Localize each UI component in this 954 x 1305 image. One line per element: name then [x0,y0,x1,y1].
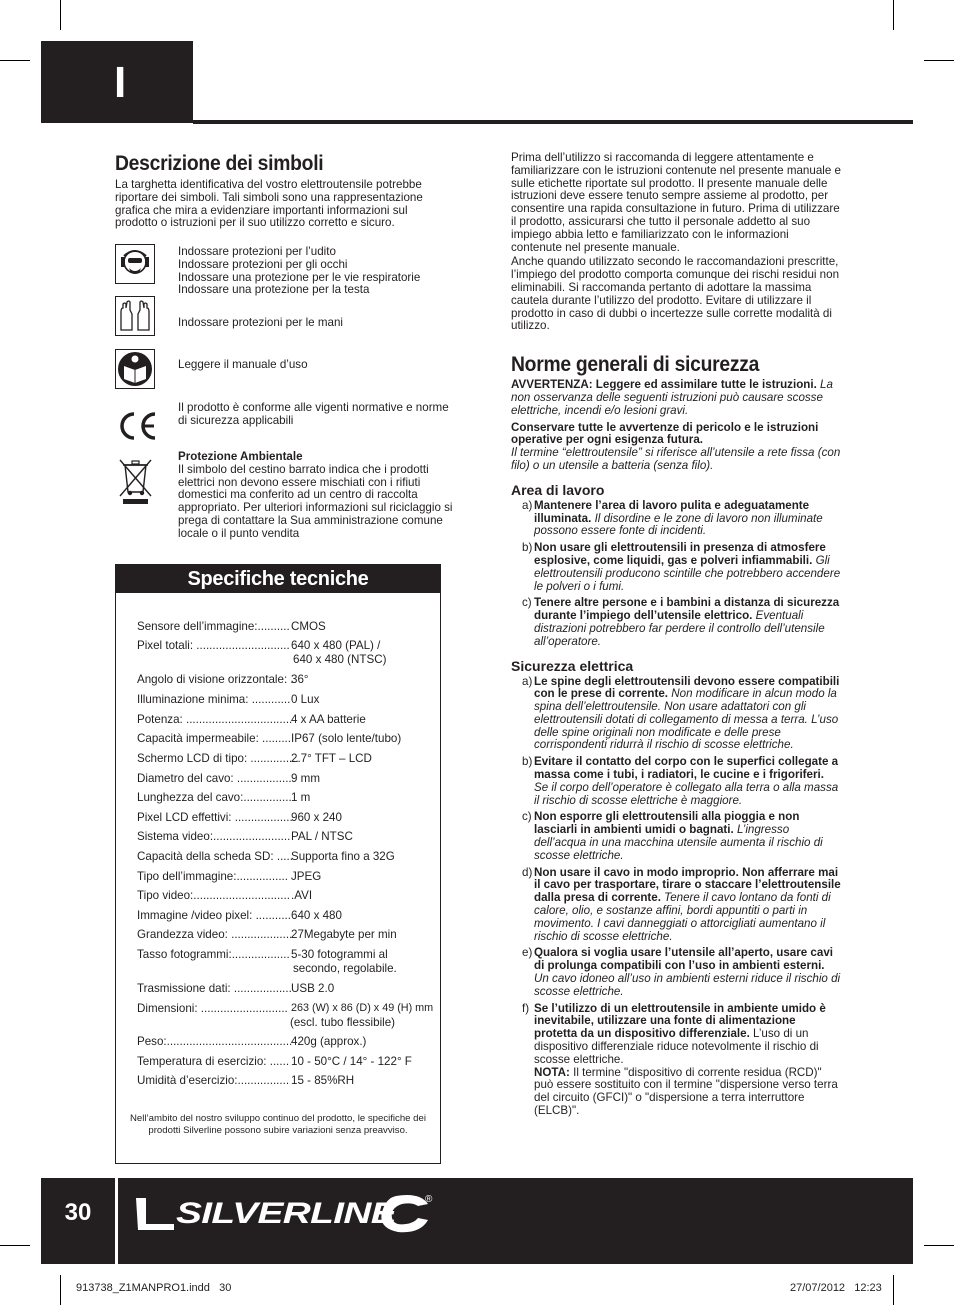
work-area-title: Area di lavoro [511,481,605,498]
silverline-logo [136,1190,436,1234]
item-label: b) [522,755,533,769]
symbols-intro: La targhetta identificativa del vostro elettroutensile potrebbe riportare dei simboli. Tali simboli sono una rappresentazione grafica che mira a evidenziare importanti informazioni sul prodotto o istruzioni per il suo utilizzo corretto e sicuro. [115,178,423,230]
spec-label: Dimensioni: ........................... [137,1002,288,1015]
item-bold: Non esporre gli elettroutensili alla pioggia e non lasciarli in ambienti umidi o bagnati. [534,810,800,837]
spec-value: 640 x 480 [291,909,342,922]
spec-value: 1 m [291,791,311,804]
spec-value: 4 x AA batterie [291,713,366,726]
ppe-line: Indossare una protezione per la testa [178,283,370,297]
intro-paragraph: Prima dell’utilizzo si raccomanda di leggere attentamente e familiarizzare con le istruzioni contenute nel presente manuale e sulle etichette riportate sul prodotto. Il presente manuale delle istruzioni deve essere tenuto sempre assieme al prodotto, per consentire una rapida consultazione in futuro. Prima di utilizzare il prodotto, assicurarsi che tutto il personale addetto al suo impiego abbia letto e familiarizzato con le informazioni contenute nel presente manuale. [511,151,841,254]
crop-mark [60,0,61,30]
work-item-b [511,542,841,593]
specifications-box [115,564,441,1164]
spec-label: Potenza: ................................. [137,713,293,726]
page-number: 30 [64,1199,92,1226]
keep-instructions: Conservare tutte le avvertenze di pericolo e le istruzioni operative per ogni esigenza futura. [511,420,819,447]
item-bold: Le spine degli elettroutensili devono essere compatibili con le prese di corrente. [534,674,840,701]
spec-label: Tipo video:.............................. [137,889,290,902]
footer-date: 27/07/2012 12:23 [790,1282,882,1294]
crop-mark [60,1275,61,1305]
ppe-line: Indossare protezioni per l’udito [178,245,336,258]
item-label: c) [522,596,532,610]
spec-label: Trasmissione dati: .................. [137,982,292,995]
item-italic: Non modificare in alcun modo la spina dell’elettroutensile. Non usare adattatori con gli elettroutensili dotati di collegamento di messa a terra. L’uso delle spine originali non modificate e delle prese corrispondenti ridurrà il rischio di scosse elettriche. [534,687,839,752]
work-item-a [511,500,841,538]
spec-value: PAL / NTSC [291,830,353,843]
ppe-icon [115,244,155,284]
item-label: d) [522,865,533,879]
spec-value: JPEG [291,870,322,883]
item-bold: Qualora si voglia usare l’utensile all’aperto, usare cavi di prolunga compatibili con l’uso in ambienti esterni. [534,946,833,973]
symbols-section [115,152,445,230]
item-bold: Evitare il contatto del corpo con le superfici collegate a massa come i tubi, i radiatori, le cucine e i frigoriferi. [534,755,839,782]
note-text: Il termine "dispositivo di corrente residua (RCD)" può essere sostituito con il termine "dispersione verso terra del circuito (GFCI)" o "dispersione a terra interruttore (ELCB)". [534,1065,838,1117]
item-bold: Mantenere l’area di lavoro pulita e adeguatamente illuminata. [534,498,810,525]
spec-label: Illuminazione minima: ............ [137,693,291,706]
spec-label: Tipo dell’immagine:................ [137,870,288,883]
elec-item-a [511,676,841,753]
spec-value: 5-30 fotogrammi al [291,948,388,961]
spec-value: Supporta fino a 32G [291,850,395,863]
crop-mark [0,60,30,61]
ppe-line: Indossare una protezione per le vie respiratorie [178,270,421,284]
ppe-line: Indossare protezioni per gli occhi [178,257,348,271]
item-bold: Non usare gli elettroutensili in presenza di atmosfere esplosive, come liquidi, gas e polveri infiammabili. [534,541,826,567]
elec-item-d [511,867,841,944]
weee-description: Il simbolo del cestino barrato indica che i prodotti elettrici non devono essere mischiati con i rifiuti domestici ma conferito ad un centro di raccolta appropriato. Per ulteriori informazioni sul riciclaggio si prega di contattare la Sua amministrazione comune locale o il punto vendita [178,462,453,540]
warning-bold: AVVERTENZA: Leggere ed assimilare tutte le istruzioni. [511,378,817,392]
item-label: a) [522,674,533,688]
spec-label: Tasso fotogrammi:.................. [137,948,290,961]
spec-label: Sensore dell’immagine:.......... [137,620,290,633]
spec-label: Capacità della scheda SD: ..... [137,850,293,863]
spec-value-cont: secondo, regolabile. [293,962,397,975]
spec-value: USB 2.0 [291,982,335,995]
spec-value: 15 - 85%RH [291,1074,355,1087]
spec-label: Umidità d’esercizio:................ [137,1074,290,1087]
ce-text: Il prodotto è conforme alle vigenti normative e norme di sicurezza applicabili [178,401,449,427]
specifications-note: Nell’ambito del nostro sviluppo continuo del prodotto, le specifiche dei prodotti Silverline possono subire variazioni senza preavviso. [130,1113,426,1136]
item-italic: L’ingresso dell’acqua in una macchina utensile aumenta il rischio di scosse elettriche. [534,823,823,862]
elec-item-b [511,756,841,807]
spec-value: 36° [291,673,309,686]
gloves-text: Indossare protezioni per le mani [178,316,343,329]
elec-item-c [511,811,841,862]
spec-value: 2.7° TFT – LCD [291,752,372,765]
language-code: I [114,58,127,107]
read-manual-icon [115,349,155,389]
footer-band [41,1178,913,1264]
right-column [511,152,841,1118]
specifications-header [116,565,440,593]
spec-value: 263 (W) x 86 (D) x 49 (H) mm [291,1002,434,1014]
spec-value: 640 x 480 (PAL) / [291,639,381,652]
elec-item-e [511,947,841,998]
safety-title: Norme generali di sicurezza [511,353,760,377]
crop-mark [893,0,894,30]
weee-title: Protezione Ambientale [178,450,303,463]
item-label: a) [522,498,533,512]
item-label: f) [522,1001,530,1015]
spec-label: Immagine /video pixel: ........... [137,909,292,922]
spec-value: 27Megabyte per min [291,928,397,941]
spec-value-cont: (escl. tubo flessibile) [290,1016,396,1029]
item-bold: Se l’utilizzo di un elettroutensile in ambiente umido è inevitabile, utilizzare una fonte di alimentazione protetta da un dispositivo differenziale. [534,1001,826,1041]
spec-label: Temperatura di esercizio: ...... [137,1055,290,1068]
term-definition: Il termine “elettroutensile” si riferisce all’utensile a rete fissa (con filo) o un utensile a batteria (senza filo). [511,446,841,472]
brand-name: SILVERLINE [176,1197,398,1230]
spec-label: Peso:....................................... [137,1035,293,1048]
spec-label: Lunghezza del cavo:............... [137,791,292,804]
weee-text [178,451,458,541]
spec-label: Pixel LCD effettivi: .................. [137,811,293,824]
spec-label: Diametro del cavo: ................. [137,772,292,785]
intro-paragraph: Anche quando utilizzato secondo le raccomandazioni prescritte, l’impiego del prodotto comporta comunque dei rischi residui non eliminabili. Si raccomanda pertanto di adottare la massima cautela durante l’utilizzo del prodotto. Evitare di utilizzare il prodotto in caso di dubbi o incertezze sulle corrette modalità di utilizzo. [511,255,840,333]
ppe-text [178,246,458,297]
spec-value: 0 Lux [291,693,320,706]
manual-text: Leggere il manuale d’uso [178,358,308,371]
language-tab [41,41,193,123]
item-italic: Se il corpo dell’operatore è collegato alla terra o alla massa il rischio di scosse elettriche è maggiore. [534,780,839,807]
warning-paragraph [511,379,841,417]
band-divider [115,1178,118,1264]
item-text: L’uso di un dispositivo differenziale riduce notevolmente il rischio di scosse elettriche. [534,1027,819,1066]
spec-value: IP67 (solo lente/tubo) [291,732,402,745]
footer-file: 913738_Z1MANPRO1.indd 30 [76,1282,232,1294]
page-number-box [41,1178,115,1264]
header-rule [193,120,913,124]
spec-label: Capacità impermeabile: ......... [137,732,292,745]
ce-mark-icon [115,408,155,448]
item-italic: Eventuali distrazioni potrebbero far perdere il controllo dell’utensile all’operatore. [534,609,825,648]
crop-mark [893,1275,894,1305]
logo-swoosh [136,1198,174,1230]
gloves-icon [115,296,155,336]
crop-mark [924,1245,954,1246]
work-item-c [511,597,841,648]
spec-value: 10 - 50°C / 14° - 122° F [291,1055,412,1068]
spec-label: Schermo LCD di tipo: ............... [137,752,299,765]
item-label: c) [522,810,532,824]
spec-value: 960 x 240 [291,811,342,824]
item-italic: Tenere il cavo lontano da fonti di calore, olio, e sostanze affini, bordi appuntiti o parti in movimento. I cavi danneggiati o attorcigliati aumentano il rischio di scosse elettriche. [534,891,831,943]
elec-item-f [511,1003,841,1118]
symbols-title: Descrizione dei simboli [115,152,324,175]
spec-value: .AVI [291,889,313,902]
spec-value: 420g (approx.) [291,1035,367,1048]
spec-value: CMOS [291,620,326,633]
crop-mark [924,60,954,61]
spec-label: Angolo di visione orizzontale: . [137,673,294,686]
electrical-safety-title: Sicurezza elettrica [511,657,634,674]
spec-value: 9 mm [291,772,320,785]
spec-value-cont: 640 x 480 (NTSC) [293,653,387,666]
specifications-title: Specifiche tecniche [187,568,369,590]
spec-label: Sistema video:........................ [137,830,291,843]
warning-italic: La non osservanza delle seguenti istruzioni può causare scosse elettriche, incendi e/o lesioni gravi. [511,378,833,417]
silverline-logo-graphic [136,1190,436,1234]
item-bold: Non usare il cavo in modo improprio. Non afferrare mai il cavo per trasportare, tirare o staccare l’elettroutensile dalla presa di corrente. [534,865,841,905]
spec-label: Grandezza video: ................... [137,928,293,941]
item-bold: Tenere altre persone e i bambini a distanza di sicurezza durante l’impiego dell’utensile elettrico. [534,596,840,623]
symbols-list [115,244,453,554]
item-label: e) [522,946,533,960]
weee-bin-icon [115,456,155,496]
item-italic: Il disordine e le zone di lavoro non illuminate possono essere fonte di incidenti. [534,511,823,538]
note-label: NOTA: [534,1065,570,1079]
item-label: b) [522,541,533,555]
registered-mark: ® [425,1194,433,1205]
item-italic: Gli elettroutensili producono scintille che potrebbero accendere le polveri o i fumi. [534,553,841,593]
item-italic: Un cavo idoneo all’uso in ambienti esterni riduce il rischio di scosse elettriche. [534,972,841,998]
spec-label: Pixel totali: ............................. [137,639,290,652]
crop-mark [0,1245,30,1246]
